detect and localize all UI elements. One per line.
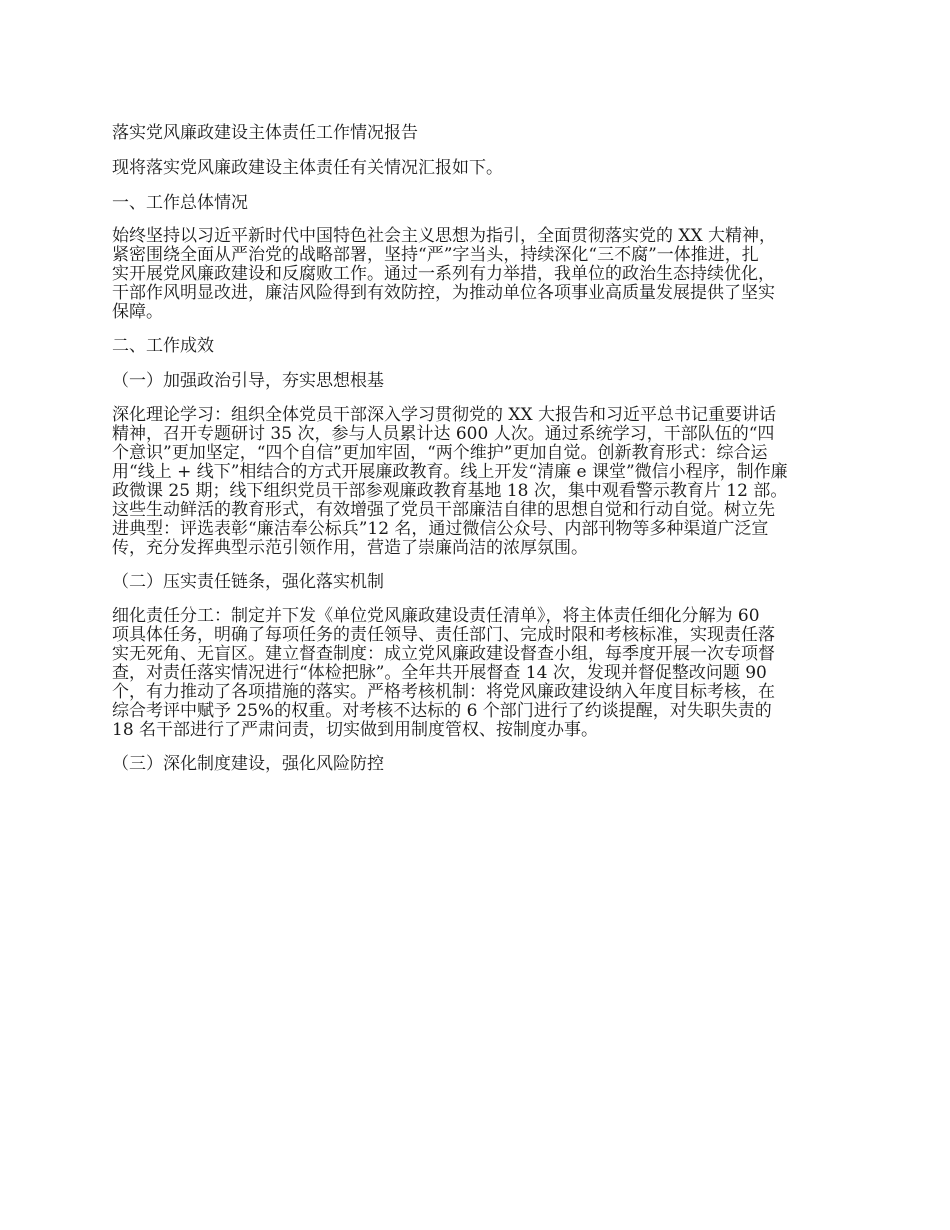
paragraph-line: 干部作风明显改进，廉洁风险得到有效防控，为推动单位各项事业高质量发展提供了坚实 — [112, 283, 775, 303]
paragraph-line: 综合考评中赋予 25%的权重。对考核不达标的 6 个部门进行了约谈提醒，对失职失责的 — [112, 701, 772, 721]
paragraph-line: 项具体任务，明确了每项任务的责任领导、责任部门、完成时限和考核标准，实现责任落 — [112, 625, 775, 645]
paragraph-line: 深化理论学习：组织全体党员干部深入学习贯彻党的 XX 大报告和习近平总书记重要讲话 — [112, 405, 777, 425]
paragraph-line: 保障。 — [112, 302, 163, 322]
paragraph-responsibility-chain — [112, 607, 840, 740]
paragraph-line: 进典型：评选表彰“廉洁奉公标兵”12 名，通过微信公众号、内部刊物等多种渠道广泛宣 — [112, 519, 769, 539]
subsection-heading-responsibility-chain: （二）压实责任链条，强化落实机制 — [112, 572, 384, 592]
intro-paragraph: 现将落实党风廉政建设主体责任有关情况汇报如下。 — [112, 158, 503, 178]
paragraph-line: 这些生动鲜活的教育形式，有效增强了党员干部廉洁自律的思想自觉和行动自觉。树立先 — [112, 500, 775, 520]
paragraph-line: 精神，召开专题研讨 35 次，参与人员累计达 600 人次。通过系统学习，干部队伍的“四 — [112, 424, 775, 444]
paragraph-line: 细化责任分工：制定并下发《单位党风廉政建设责任清单》，将主体责任细化分解为 60 — [112, 606, 760, 626]
paragraph-line: 紧密围绕全面从严治党的战略部署，坚持“严”字当头，持续深化“三不腐”一体推进，扎 — [112, 245, 759, 265]
subsection-heading-political-guidance: （一）加强政治引导，夯实思想根基 — [112, 371, 384, 391]
paragraph-line: 传，充分发挥典型示范引领作用，营造了崇廉尚洁的浓厚氛围。 — [112, 538, 588, 558]
paragraph-political-guidance — [112, 406, 840, 558]
paragraph-line: 个，有力推动了各项措施的落实。严格考核机制：将党风廉政建设纳入年度目标考核，在 — [112, 682, 775, 702]
paragraph-overall — [112, 227, 840, 322]
paragraph-line: 个意识”更加坚定，“四个自信”更加牢固，“两个维护”更加自觉。创新教育形式：综合运 — [112, 443, 768, 463]
paragraph-line: 用“线上 + 线下”相结合的方式开展廉政教育。线上开发“清廉 e 课堂”微信小程序，制作廉 — [112, 462, 788, 482]
paragraph-line: 实无死角、无盲区。建立督查制度：成立党风廉政建设督查小组，每季度开展一次专项督 — [112, 644, 775, 664]
paragraph-line: 查，对责任落实情况进行“体检把脉”。全年共开展督查 14 次，发现并督促整改问题 90 — [112, 663, 767, 683]
paragraph-line: 始终坚持以习近平新时代中国特色社会主义思想为指引，全面贯彻落实党的 XX 大精神， — [112, 226, 777, 246]
paragraph-line: 实开展党风廉政建设和反腐败工作。通过一系列有力举措，我单位的政治生态持续优化， — [112, 264, 775, 284]
document-title: 落实党风廉政建设主体责任工作情况报告 — [112, 123, 418, 143]
section-heading-overall: 一、工作总体情况 — [112, 193, 248, 213]
section-heading-results: 二、工作成效 — [112, 336, 214, 356]
subsection-heading-system-building: （三）深化制度建设，强化风险防控 — [112, 754, 384, 774]
paragraph-line: 政微课 25 期；线下组织党员干部参观廉政教育基地 18 次，集中观看警示教育片 12 部。 — [112, 481, 788, 501]
paragraph-line: 18 名干部进行了严肃问责，切实做到用制度管权、按制度办事。 — [112, 720, 599, 740]
document-page — [112, 122, 840, 789]
